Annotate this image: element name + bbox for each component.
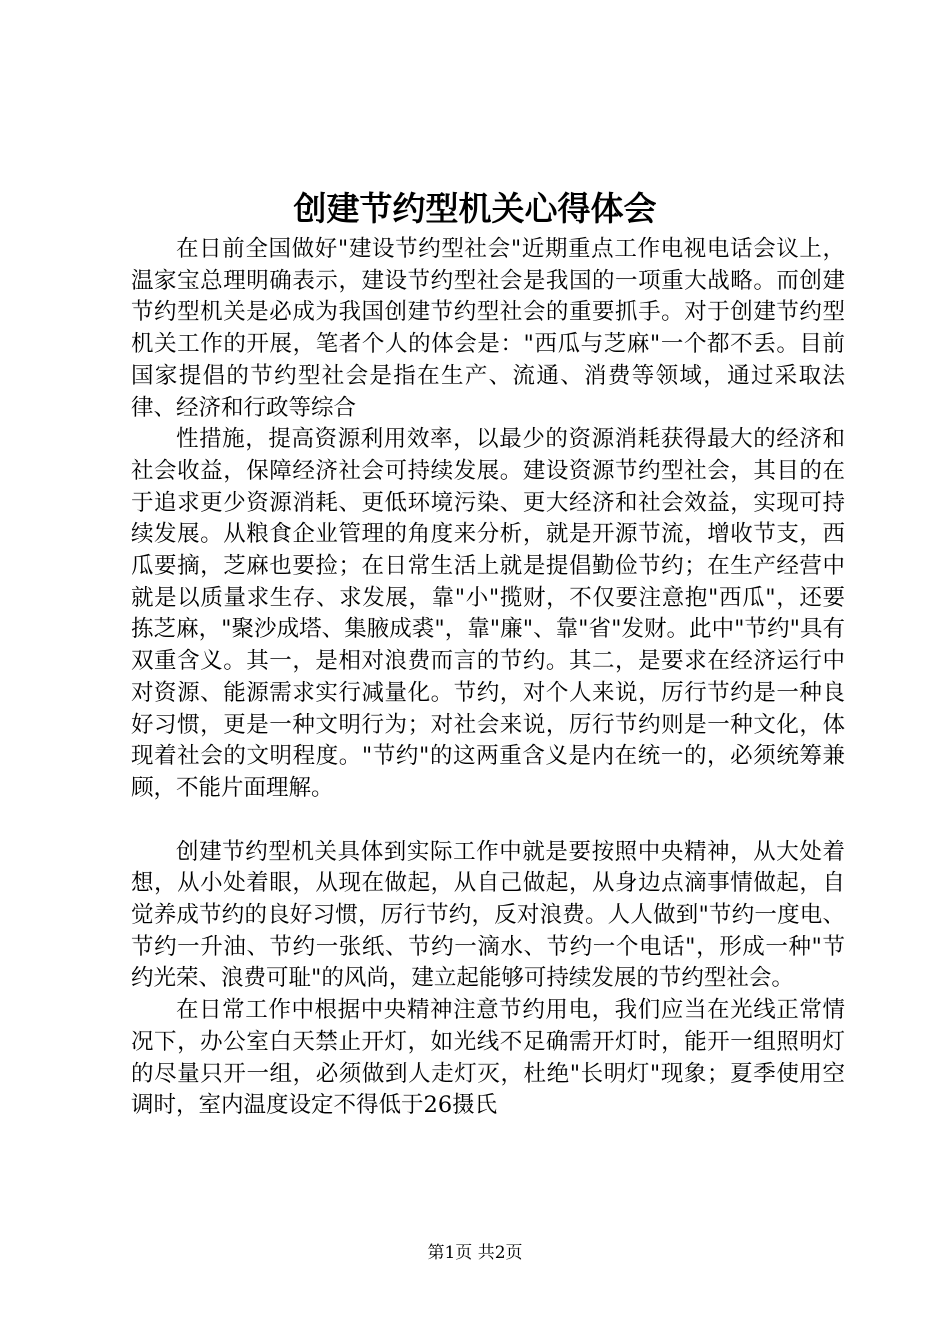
paragraph-1: 在日前全国做好"建设节约型社会"近期重点工作电视电话会议上，温家宝总理明确表示，建设节约型社会是我国的一项重大战略。而创建节约型机关是必成为我国创建节约型社会的重要抓手。对于创建节约型机关工作的开展，笔者个人的体会是："西瓜与芝麻"一个都不丢。目前国家提倡的节约型社会是指在生产、流通、消费等领域，通过采取法律、经济和行政等综合 [131, 236, 845, 421]
document-title: 创建节约型机关心得体会 [293, 189, 657, 228]
document-body [131, 234, 845, 1122]
paragraph-2: 性措施，提高资源利用效率，以最少的资源消耗获得最大的经济和社会收益，保障经济社会可持续发展。建设资源节约型社会，其目的在于追求更少资源消耗、更低环境污染、更大经济和社会效益，实现可持续发展。从粮食企业管理的角度来分析，就是开源节流，增收节支，西瓜要摘，芝麻也要捡；在日常生活上就是提倡勤俭节约；在生产经营中就是以质量求生存、求发展，靠"小"揽财，不仅要注意抱"西瓜"，还要拣芝麻，"聚沙成塔、集腋成裘"，靠"廉"、靠"省"发财。此中"节约"具有双重含义。其一，是相对浪费而言的节约。其二，是要求在经济运行中对资源、能源需求实行减量化。节约，对个人来说，厉行节约是一种良好习惯，更是一种文明行为；对社会来说，厉行节约则是一种文化，体现着社会的文明程度。"节约"的这两重含义是内在统一的，必须统筹兼顾，不能片面理解。 [131, 426, 845, 801]
paragraph-3: 创建节约型机关具体到实际工作中就是要按照中央精神，从大处着想，从小处着眼，从现在做起，从自己做起，从身边点滴事情做起，自觉养成节约的良好习惯，厉行节约，反对浪费。人人做到"节约一度电、节约一升油、节约一张纸、节约一滴水、节约一个电话"，形成一种"节约光荣、浪费可耻"的风尚，建立起能够可持续发展的节约型社会。 [131, 838, 845, 992]
page-number-footer: 第1页 共2页 [427, 1243, 523, 1263]
paragraph-4: 在日常工作中根据中央精神注意节约用电，我们应当在光线正常情况下，办公室白天禁止开灯，如光线不足确需开灯时，能开一组照明灯的尽量只开一组，必须做到人走灯灭，杜绝"长明灯"现象；夏季使用空调时，室内温度设定不得低于26摄氏 [131, 997, 845, 1119]
paragraph-gap [131, 805, 845, 837]
